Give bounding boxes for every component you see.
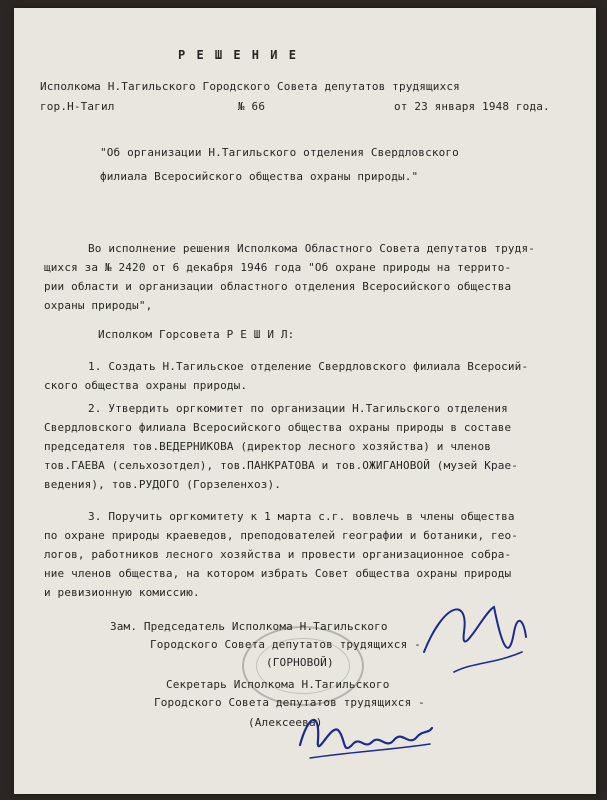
body-line-3: рии области и организации областного отделения Всеросийского общества	[44, 280, 512, 293]
body-line-4: охраны природы",	[44, 299, 153, 312]
item-line: и ревизионную комиссию.	[44, 586, 200, 599]
secretary-signature	[290, 700, 440, 770]
document-page	[14, 8, 596, 794]
chair-title-1: Зам. Председатель Исполкома Н.Тагильского	[110, 620, 388, 633]
secretary-title-1: Секретарь Исполкома Н.Тагильского	[166, 678, 390, 691]
body-line-2: щихся за № 2420 от 6 декабря 1946 года "Об охране природы на террито-	[44, 261, 512, 274]
chair-name: (ГОРНОВОЙ)	[266, 656, 334, 669]
decision-number: № 66	[238, 100, 266, 113]
subject-line-2: филиала Всеросийского общества охраны природы."	[100, 170, 419, 183]
item-line: тов.ГАЕВА (сельхозотдел), тов.ПАНКРАТОВА и тов.ОЖИГАНОВОЙ (музей Крае-	[44, 459, 519, 472]
city: гор.Н-Тагил	[40, 100, 115, 113]
item-line: ского общества охраны природы.	[44, 379, 248, 392]
item-line: ведения), тов.РУДОГО (Горзеленхоз).	[44, 478, 282, 491]
item-line: по охране природы краеведов, преподователей географии и ботаники, гео-	[44, 529, 519, 542]
chair-title-2: Городского Совета депутатов трудящихся -	[150, 638, 421, 651]
item-line: 1. Создать Н.Тагильское отделение Свердловского филиала Всеросий-	[88, 360, 529, 373]
secretary-name: (Алексеева)	[248, 716, 323, 729]
item-line: 2. Утвердить оргкомитет по организации Н.Тагильского отделения	[88, 402, 508, 415]
decision-date: от 23 января 1948 года.	[394, 100, 550, 113]
issuer-line: Исполкома Н.Тагильского Городского Совета депутатов трудящихся	[40, 80, 460, 93]
resolved-heading: Исполком Горсовета Р Е Ш И Л:	[98, 328, 295, 341]
item-line: 3. Поручить оргкомитету к 1 марта с.г. вовлечь в члены общества	[88, 510, 515, 523]
item-line: логов, работников лесного хозяйства и провести организационное собра-	[44, 548, 512, 561]
secretary-title-2: Городского Совета депутатов трудящихся -	[154, 696, 425, 709]
body-line-1: Во исполнение решения Исполкома Областного Совета депутатов трудя-	[88, 242, 535, 255]
document-title: Р Е Ш Е Н И Е	[178, 48, 298, 62]
item-line: ние членов общества, на котором избрать Совет общества охраны природы	[44, 567, 512, 580]
item-line: Свердловского филиала Всеросийского общества охраны природы в составе	[44, 421, 512, 434]
subject-line-1: "Об организации Н.Тагильского отделения Свердловского	[100, 146, 459, 159]
item-line: председателя тов.ВЕДЕРНИКОВА (директор лесного хозяйства) и членов	[44, 440, 491, 453]
chair-signature	[414, 592, 534, 682]
